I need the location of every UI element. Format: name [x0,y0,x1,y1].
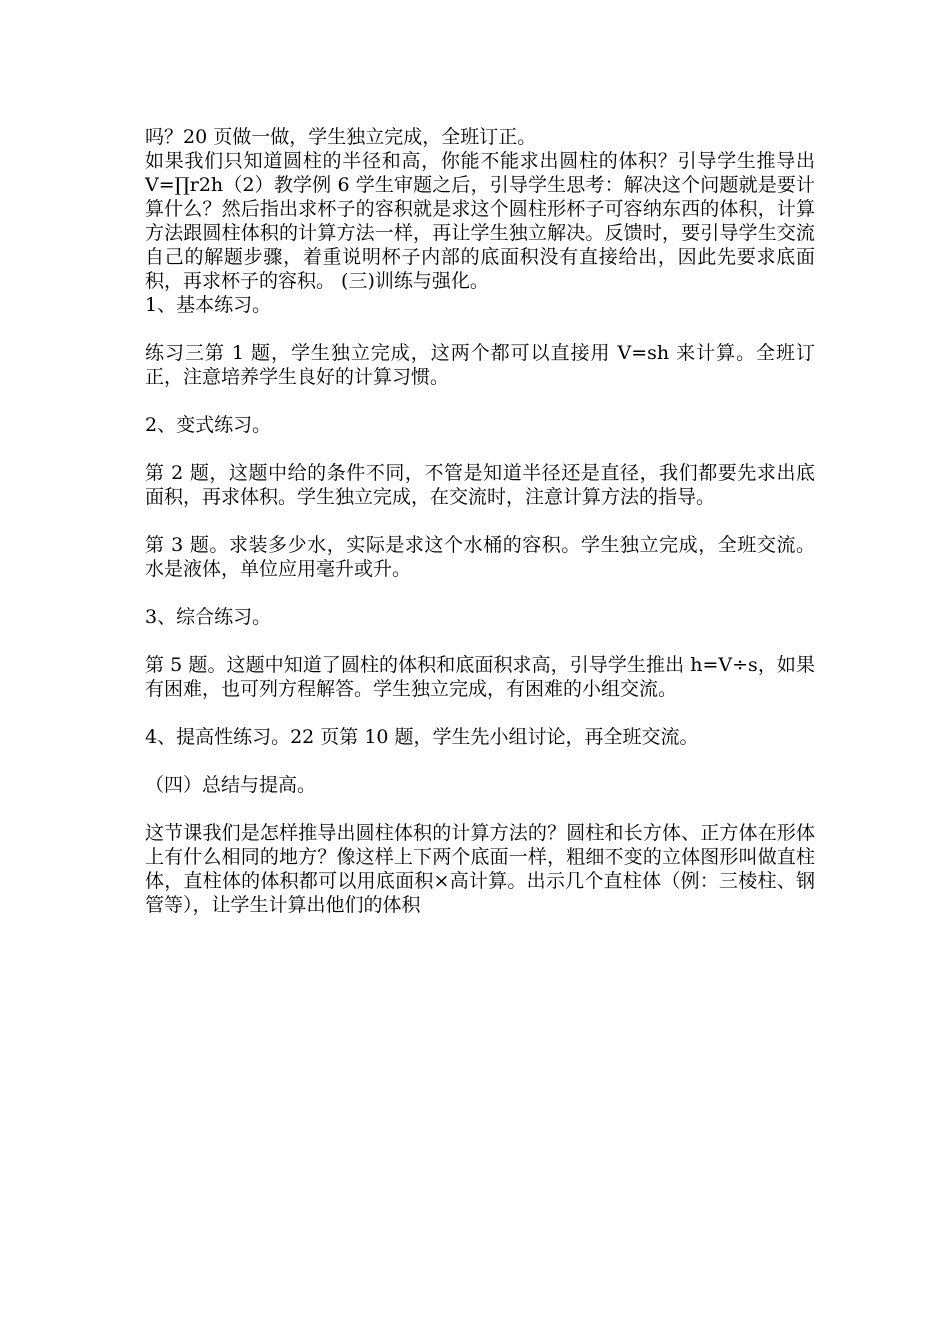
paragraph-derivation: 如果我们只知道圆柱的半径和高，你能不能求出圆柱的体积？引导学生推导出 V=∏r2h（2）教学例 6 学生审题之后，引导学生思考：解决这个问题就是要计算什么？然后指出求杯子的容积就是求这个圆柱形杯子可容纳东西的体积，计算方法跟圆柱体积的计算方法一样，再让学生独立解决。反馈时，要引导学生交流自己的解题步骤，着重说明杯子内部的底面积没有直接给出，因此先要求底面积，再求杯子的容积。 (三)训练与强化。 [145,150,815,292]
document-body [145,125,815,917]
paragraph-exercise-5: 第 5 题。这题中知道了圆柱的体积和底面积求高，引导学生推出 h=V÷s，如果有困难，也可列方程解答。学生独立完成，有困难的小组交流。 [145,654,815,700]
heading-variant-practice: 2、变式练习。 [145,414,272,436]
paragraph-continuation: 吗？20 页做一做，学生独立完成，全班订正。 [145,126,537,148]
paragraph-exercise-1: 练习三第 1 题，学生独立完成，这两个都可以直接用 V=sh 来计算。全班订正，注意培养学生良好的计算习惯。 [145,342,815,388]
paragraph-exercise-2: 第 2 题，这题中给的条件不同，不管是知道半径还是直径，我们都要先求出底面积，再求体积。学生独立完成，在交流时，注意计算方法的指导。 [145,462,815,508]
paragraph-advanced-practice: 4、提高性练习。22 页第 10 题，学生先小组讨论，再全班交流。 [145,726,699,748]
heading-summary: （四）总结与提高。 [145,774,317,796]
heading-basic-practice: 1、基本练习。 [145,294,272,316]
paragraph-exercise-3: 第 3 题。求装多少水，实际是求这个水桶的容积。学生独立完成，全班交流。水是液体，单位应用毫升或升。 [145,534,815,580]
paragraph-summary: 这节课我们是怎样推导出圆柱体积的计算方法的？圆柱和长方体、正方体在形体上有什么相同的地方？像这样上下两个底面一样，粗细不变的立体图形叫做直柱体，直柱体的体积都可以用底面积×高计算。出示几个直柱体（例：三棱柱、钢管等），让学生计算出他们的体积 [145,822,815,916]
heading-comprehensive-practice: 3、综合练习。 [145,606,272,628]
